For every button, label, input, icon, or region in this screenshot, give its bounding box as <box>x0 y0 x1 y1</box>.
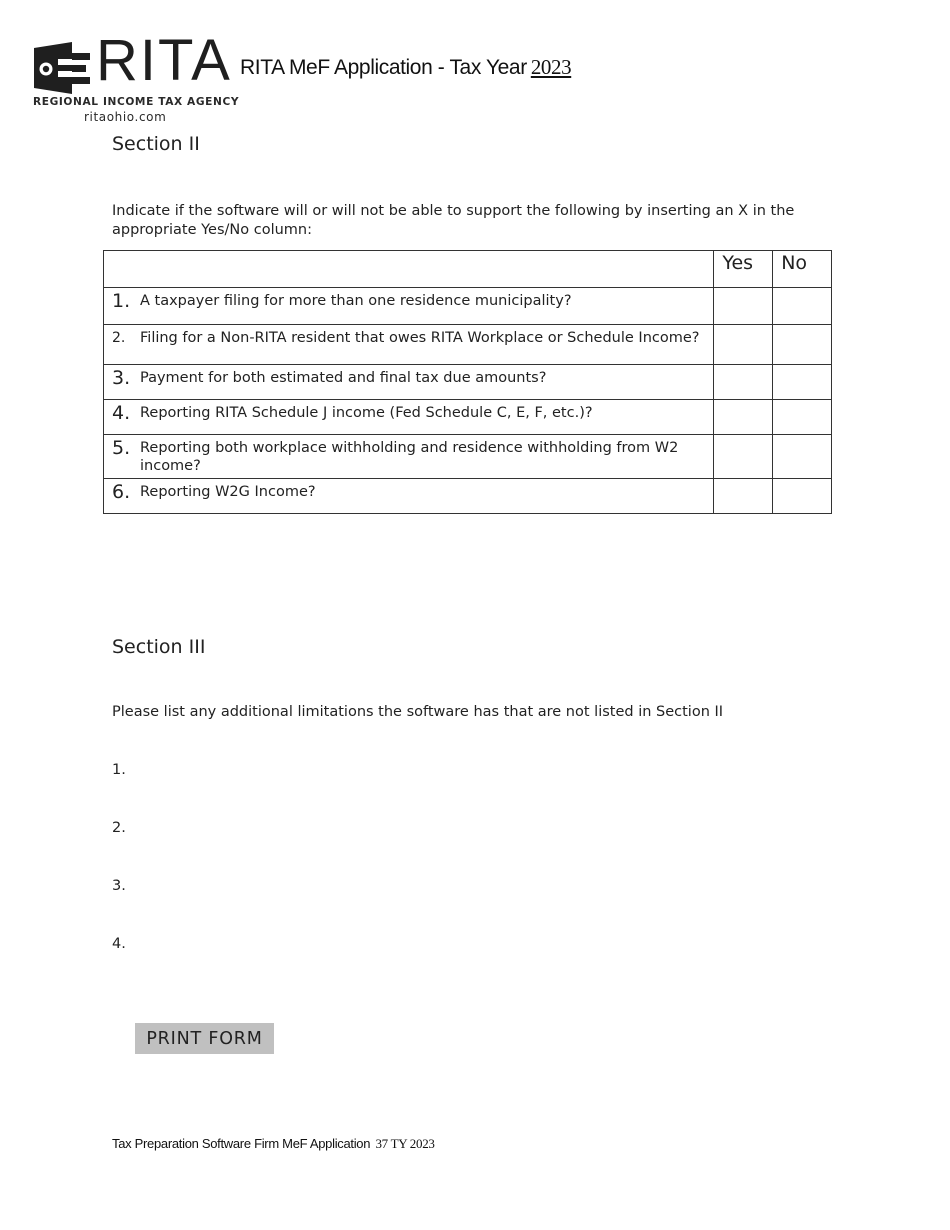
logo-agency-name: REGIONAL INCOME TAX AGENCY <box>33 96 240 108</box>
logo-url: ritaohio.com <box>84 110 167 124</box>
table-row <box>104 365 832 400</box>
table-row <box>104 435 832 479</box>
table-row <box>104 288 832 325</box>
table-row <box>104 479 832 514</box>
limitation-item-2[interactable]: 2. <box>112 820 126 836</box>
rita-logo-mark-icon <box>32 42 90 94</box>
yes-checkbox-cell[interactable] <box>714 365 773 400</box>
no-checkbox-cell[interactable] <box>773 479 832 514</box>
question-text: Reporting W2G Income? <box>140 484 316 500</box>
question-number: 2. <box>112 330 126 346</box>
question-number: 3. <box>112 367 131 389</box>
support-questions-table <box>103 250 832 514</box>
limitation-item-1[interactable]: 1. <box>112 762 126 778</box>
rita-logo <box>32 28 240 126</box>
page-footer <box>112 1136 435 1152</box>
question-number: 4. <box>112 402 131 424</box>
print-form-button[interactable]: PRINT FORM <box>135 1023 274 1054</box>
no-checkbox-cell[interactable] <box>773 288 832 325</box>
section-2-title: Section II <box>112 133 200 155</box>
question-number: 5. <box>112 437 131 459</box>
table-header-row <box>104 251 832 288</box>
question-text: Filing for a Non-RITA resident that owes RITA Workplace or Schedule Income? <box>140 330 700 346</box>
yes-checkbox-cell[interactable] <box>714 288 773 325</box>
footer-text: Tax Preparation Software Firm MeF Application <box>112 1136 371 1151</box>
yes-checkbox-cell[interactable] <box>714 325 773 365</box>
question-text: Reporting both workplace withholding and residence withholding from W2 income? <box>140 440 679 474</box>
page-title <box>240 55 571 80</box>
no-checkbox-cell[interactable] <box>773 400 832 435</box>
page-title-text: RITA MeF Application - Tax Year <box>240 56 527 79</box>
question-text: Payment for both estimated and final tax due amounts? <box>140 370 547 386</box>
limitation-item-3[interactable]: 3. <box>112 878 126 894</box>
section-3-title: Section III <box>112 636 206 658</box>
question-number: 1. <box>112 290 131 312</box>
yes-checkbox-cell[interactable] <box>714 435 773 479</box>
tax-year: 2023 <box>530 55 572 79</box>
yes-checkbox-cell[interactable] <box>714 479 773 514</box>
footer-form-code: 37 TY 2023 <box>375 1136 435 1151</box>
no-checkbox-cell[interactable] <box>773 435 832 479</box>
question-text: A taxpayer filing for more than one residence municipality? <box>140 293 572 309</box>
question-text: Reporting RITA Schedule J income (Fed Schedule C, E, F, etc.)? <box>140 405 593 421</box>
no-checkbox-cell[interactable] <box>773 365 832 400</box>
logo-wordmark: RITA <box>96 28 232 93</box>
question-number: 6. <box>112 481 131 503</box>
column-header-no: No <box>773 251 832 288</box>
yes-checkbox-cell[interactable] <box>714 400 773 435</box>
table-row <box>104 400 832 435</box>
table-header-blank <box>104 251 714 288</box>
table-row <box>104 325 832 365</box>
section-3-instructions: Please list any additional limitations the software has that are not listed in Section II <box>112 704 724 720</box>
column-header-yes: Yes <box>714 251 773 288</box>
no-checkbox-cell[interactable] <box>773 325 832 365</box>
limitation-item-4[interactable]: 4. <box>112 936 126 952</box>
section-2-instructions: Indicate if the software will or will not be able to support the following by inserting an X in the appropriate Yes/No column: <box>112 203 795 238</box>
